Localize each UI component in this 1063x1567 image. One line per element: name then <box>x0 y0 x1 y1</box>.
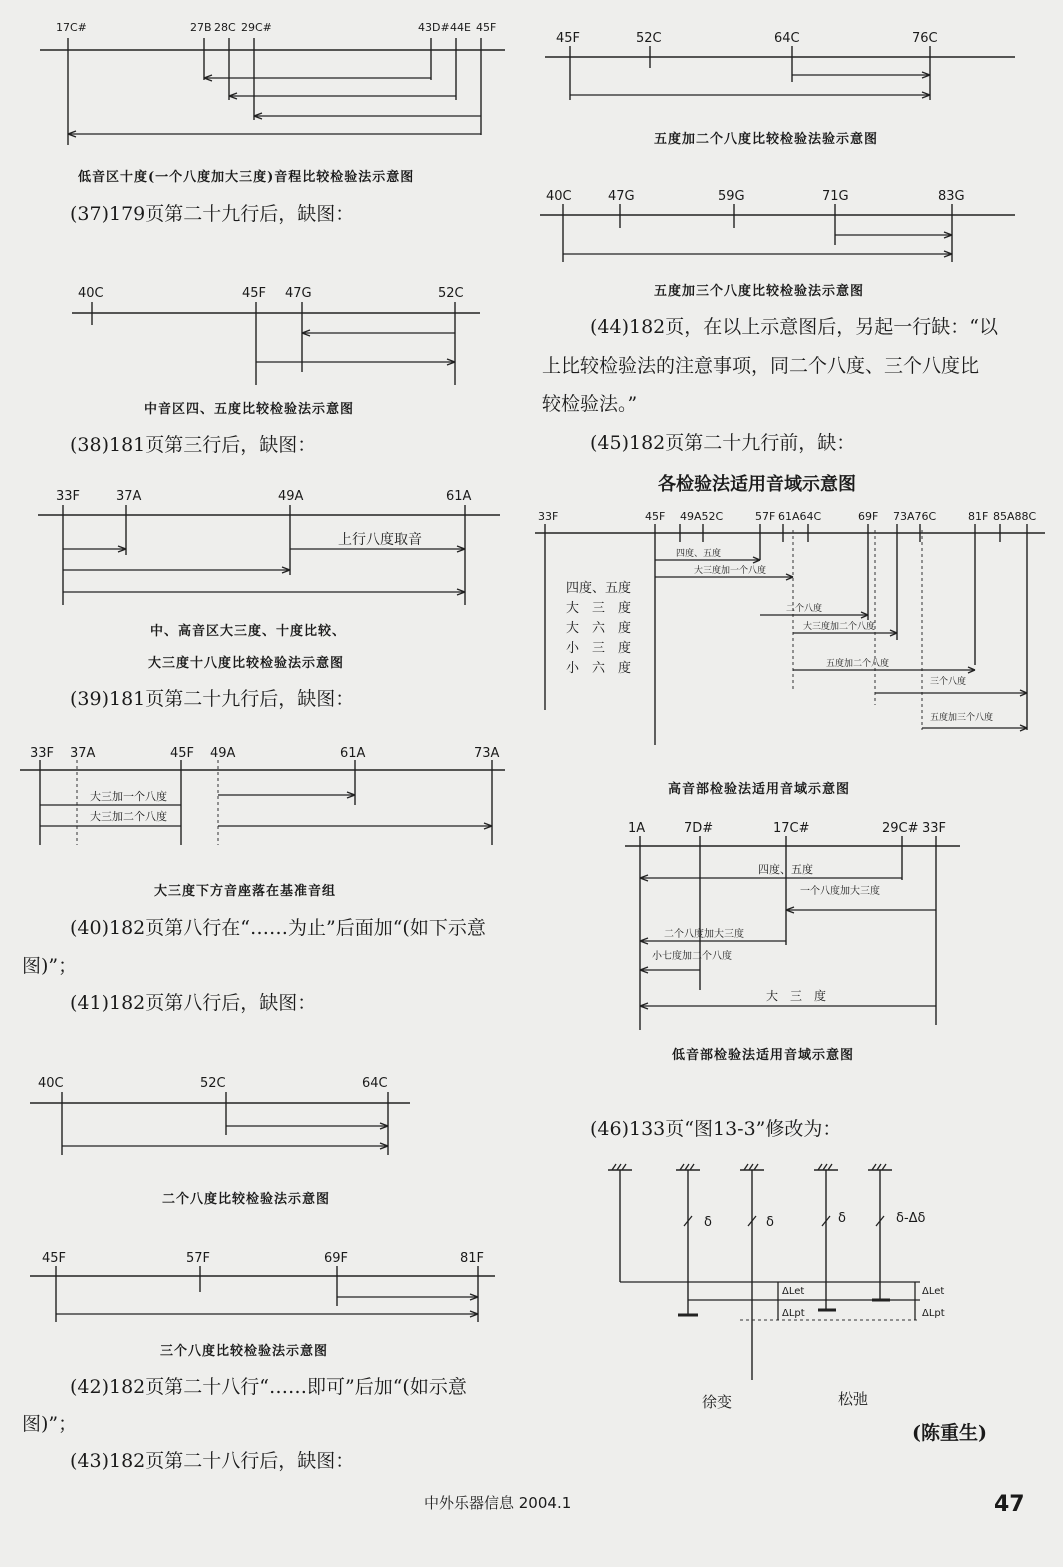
page-number: 47 <box>994 1492 1025 1517</box>
note-label: 64C <box>774 31 800 46</box>
note-label: 61A <box>340 746 366 761</box>
note-label: 73A76C <box>893 510 937 523</box>
paragraph: 上比较检验法的注意事项，同二个八度、三个八度比 <box>542 355 980 377</box>
bottom-label: 徐变 <box>702 1393 733 1411</box>
symbol-label: δ <box>704 1215 712 1230</box>
note-label: 45F <box>556 31 581 46</box>
note-label: 83G <box>938 189 965 204</box>
note-label: 69F <box>858 510 879 523</box>
figure-label: 大三加一个八度 <box>90 790 167 803</box>
note-label: 33F <box>30 746 55 761</box>
figure-caption: 中、高音区大三度、十度比较、 <box>150 624 347 639</box>
note-label: 73A <box>474 746 500 761</box>
figure-caption: 五度加二个八度比较检验法验示意图 <box>654 132 879 147</box>
note-label: 61A64C <box>778 510 822 523</box>
note-label: 85A88C <box>993 510 1037 523</box>
note-label: 28C <box>214 21 236 34</box>
note-label: 45F <box>476 21 497 34</box>
figure-caption: 低音区十度(一个八度加大三度)音程比较检验法示意图 <box>78 170 415 185</box>
symbol-label: ΔLet <box>782 1286 805 1297</box>
note-label: 69F <box>324 1251 349 1266</box>
figure-caption: 二个八度比较检验法示意图 <box>162 1192 331 1207</box>
note-label: 17C# <box>56 21 87 34</box>
note-label: 47G <box>608 189 635 204</box>
bottom-label: 松弛 <box>838 1390 869 1408</box>
note-label: 76C <box>912 31 938 46</box>
paragraph: (41)182页第八行后，缺图： <box>70 992 317 1014</box>
note-label: 40C <box>38 1076 64 1091</box>
paragraph: (44)182页，在以上示意图后，另起一行缺：“以 <box>590 316 998 338</box>
arrow-label: 二个八度 <box>786 604 823 614</box>
symbol-label: δ <box>766 1215 774 1230</box>
figure-caption: 高音部检验法适用音域示意图 <box>668 782 851 797</box>
note-label: 33F <box>922 821 947 836</box>
note-label: 27B <box>190 21 212 34</box>
note-label: 49A <box>278 489 304 504</box>
symbol-label: ΔLpt <box>922 1308 945 1319</box>
left-label: 大 三 度 <box>566 601 632 616</box>
paragraph: (46)133页“图13-3”修改为： <box>590 1118 842 1140</box>
left-label: 小 六 度 <box>566 661 632 676</box>
note-label: 33F <box>56 489 81 504</box>
note-label: 45F <box>42 1251 67 1266</box>
note-label: 81F <box>460 1251 485 1266</box>
note-label: 81F <box>968 510 989 523</box>
note-label: 43D# <box>418 21 450 34</box>
note-label: 47G <box>285 286 312 301</box>
note-label: 37A <box>116 489 142 504</box>
arrow-label: 大 三 度 <box>766 989 827 1003</box>
note-label: 49A52C <box>680 510 724 523</box>
arrow-label: 二个八度加大三度 <box>664 929 744 940</box>
figure-label: 大三加二个八度 <box>90 810 167 823</box>
paragraph: (42)182页第二十八行“……即可”后加“(如示意 <box>70 1376 467 1398</box>
figure-label: 上行八度取音 <box>338 532 422 548</box>
left-label: 小 三 度 <box>566 641 632 656</box>
paragraph: 图)”； <box>22 955 78 977</box>
paragraph: (38)181页第三行后，缺图： <box>70 434 317 456</box>
note-label: 52C <box>200 1076 226 1091</box>
arrow-label: 五度加三个八度 <box>930 713 994 723</box>
paragraph: (43)182页第二十八行后，缺图： <box>70 1450 355 1472</box>
note-label: 37A <box>70 746 96 761</box>
note-label: 44E <box>450 21 471 34</box>
note-label: 33F <box>538 510 559 523</box>
note-label: 57F <box>186 1251 211 1266</box>
note-label: 1A <box>628 821 646 836</box>
figure-caption: 三个八度比较检验法示意图 <box>160 1344 329 1359</box>
arrow-label: 大三度加二个八度 <box>803 622 876 632</box>
arrow-label: 四度、五度 <box>676 549 722 559</box>
note-label: 29C# <box>241 21 272 34</box>
symbol-label: ΔLpt <box>782 1308 805 1319</box>
note-label: 40C <box>78 286 104 301</box>
figure-caption: 中音区四、五度比较检验法示意图 <box>144 402 355 417</box>
note-label: 45F <box>645 510 666 523</box>
arrow-label: 三个八度 <box>930 677 967 687</box>
note-label: 52C <box>438 286 464 301</box>
symbol-label: ΔLet <box>922 1286 945 1297</box>
figure-title: 各检验法适用音域示意图 <box>658 474 856 495</box>
note-label: 7D# <box>684 821 714 836</box>
paragraph: (39)181页第二十九行后，缺图： <box>70 688 355 710</box>
paragraph: 较检验法。” <box>542 393 638 415</box>
author: (陈重生) <box>912 1422 987 1444</box>
note-label: 61A <box>446 489 472 504</box>
note-label: 57F <box>755 510 776 523</box>
note-label: 59G <box>718 189 745 204</box>
figure-caption: 大三度十八度比较检验法示意图 <box>148 656 345 671</box>
note-label: 64C <box>362 1076 388 1091</box>
note-label: 45F <box>170 746 195 761</box>
note-label: 17C# <box>773 821 810 836</box>
paragraph: (37)179页第二十九行后，缺图： <box>70 203 355 225</box>
arrow-label: 小七度加二个八度 <box>652 951 732 962</box>
journal-footer: 中外乐器信息 2004.1 <box>424 1494 572 1512</box>
note-label: 40C <box>546 189 572 204</box>
note-label: 49A <box>210 746 236 761</box>
arrow-label: 一个八度加大三度 <box>800 886 880 897</box>
figure-caption: 五度加三个八度比较检验法示意图 <box>654 284 865 299</box>
left-label: 大 六 度 <box>566 621 632 636</box>
arrow-label: 四度、五度 <box>758 863 813 876</box>
symbol-label: δ <box>838 1211 846 1226</box>
arrow-label: 大三度加一个八度 <box>694 566 767 576</box>
figure-caption: 大三度下方音座落在基准音组 <box>154 884 337 899</box>
note-label: 29C# <box>882 821 919 836</box>
arrow-label: 五度加二个八度 <box>826 659 890 669</box>
paragraph: 图)”； <box>22 1413 78 1435</box>
note-label: 45F <box>242 286 267 301</box>
figure-caption: 低音部检验法适用音域示意图 <box>672 1048 855 1063</box>
note-label: 71G <box>822 189 849 204</box>
paragraph: (40)182页第八行在“……为止”后面加“(如下示意 <box>70 917 486 939</box>
left-label: 四度、五度 <box>566 581 632 596</box>
symbol-label: δ-Δδ <box>896 1211 926 1226</box>
paragraph: (45)182页第二十九行前，缺： <box>590 432 856 454</box>
note-label: 52C <box>636 31 662 46</box>
